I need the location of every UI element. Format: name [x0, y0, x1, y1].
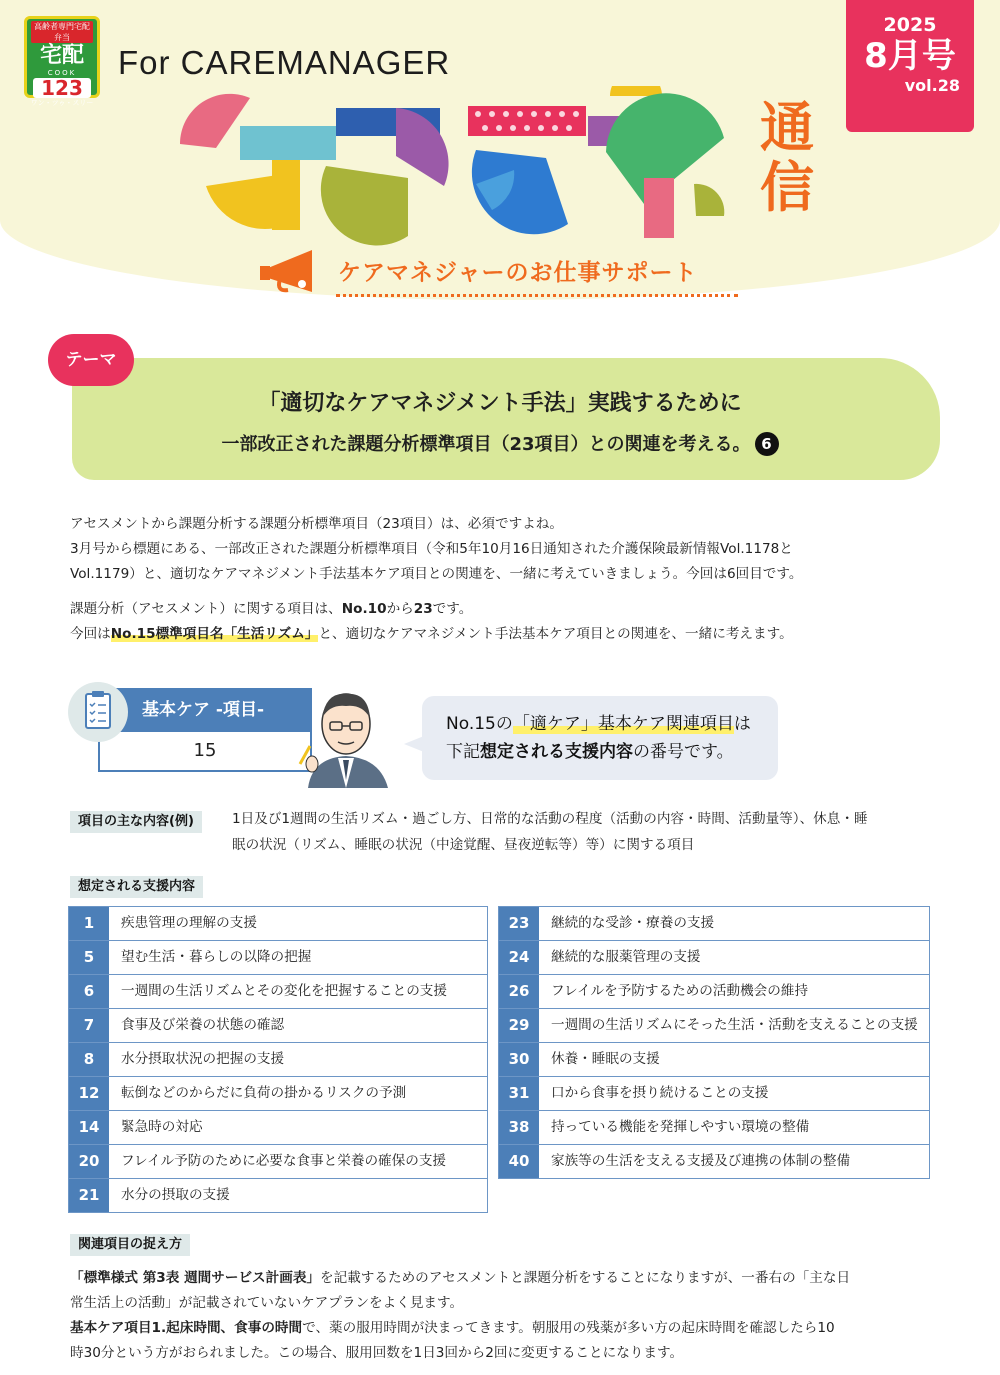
- care-manager-illustration-icon: [296, 684, 396, 788]
- main-content-label: 項目の主な内容(例): [70, 811, 202, 833]
- subtitle-underline: [336, 294, 738, 297]
- issue-month: 8月号: [864, 36, 956, 76]
- list-item: 8 水分摂取状況の把握の支援: [69, 1043, 487, 1077]
- intro-paragraph: アセスメントから課題分析する課題分析標準項目（23項目）は、必須ですよね。 3月号から標題にある、一部改正された課題分析標準項目（令和5年10月16日通知された介護保険最新情報Vol.1178と Vol.1179）と、適切なケアマネジメント手法基本ケア項目との関連を、一緒に考えていきましょう。今回は6回目です。: [70, 516, 803, 582]
- related-paragraph: 「標準様式 第3表 週間サービス計画表」を記載するためのアセスメントと課題分析をすることになりますが、一番右の「主な日 常生活上の活動」が記載されていないケアプランをよく見ます。 基本ケア項目1.起床時間、食事の時間で、薬の服用時間が決まってきます。朝服用の残薬が多い方の起床時間を確認したら10 時30分という方がおられました。この場合、服用回数を1日3回から2回に変更することになります。: [70, 1270, 851, 1361]
- checklist-icon: [68, 682, 128, 742]
- for-caremanager-label: For CAREMANAGER: [118, 44, 451, 81]
- intro-paragraph-2: 課題分析（アセスメント）に関する項目は、No.10から23です。 今回はNo.15標準項目名「生活リズム」と、適切なケアマネジメント手法基本ケア項目との関連を、一緒に考えます。: [70, 601, 793, 642]
- list-item: 38 持っている機能を発揮しやすい環境の整備: [499, 1111, 929, 1145]
- kihon-care-value: 15: [98, 732, 312, 772]
- highlighted-item: No.15標準項目名「生活リズム」: [110, 626, 319, 642]
- megaphone-icon: [258, 246, 330, 296]
- list-item: 24 継続的な服薬管理の支援: [499, 941, 929, 975]
- list-item: 5 望む生活・暮らしの以降の把握: [69, 941, 487, 975]
- related-label: 関連項目の捉え方: [70, 1234, 190, 1256]
- issue-year: 2025: [883, 14, 937, 36]
- support-list-left: [68, 906, 488, 1213]
- list-item: 21 水分の摂取の支援: [69, 1179, 487, 1213]
- speech-bubble: No.15の「適ケア」基本ケア関連項目は 下記想定される支援内容の番号です。: [422, 696, 778, 780]
- list-item: 14 緊急時の対応: [69, 1111, 487, 1145]
- list-item: 26 フレイルを予防するための活動機会の維持: [499, 975, 929, 1009]
- list-item: 30 休養・睡眠の支援: [499, 1043, 929, 1077]
- list-item: 31 口から食事を摂り続けることの支援: [499, 1077, 929, 1111]
- list-item: 12 転倒などのからだに負荷の掛かるリスクの予測: [69, 1077, 487, 1111]
- speech-bubble-tail: [404, 736, 424, 752]
- list-item: 7 食事及び栄養の状態の確認: [69, 1009, 487, 1043]
- theme-tag: テーマ: [48, 334, 134, 386]
- issue-volume: vol.28: [904, 76, 960, 95]
- list-item: 40 家族等の生活を支える支援及び連携の体制の整備: [499, 1145, 929, 1179]
- company-logo: 高齢者専門宅配弁当 宅配 COOK 123 ワン・ツゥ・スリー: [24, 16, 100, 98]
- list-item: 23 継続的な受診・療養の支援: [499, 907, 929, 941]
- theme-panel: [72, 358, 940, 480]
- issue-number-circle: 6: [755, 432, 779, 456]
- kihon-care-header: 基本ケア -項目-: [98, 688, 312, 732]
- list-item: 29 一週間の生活リズムにそった生活・活動を支えることの支援: [499, 1009, 929, 1043]
- support-label: 想定される支援内容: [70, 876, 203, 898]
- theme-subtitle: 一部改正された課題分析標準項目（23項目）との関連を考える。 6: [0, 430, 1000, 456]
- list-item: 1 疾患管理の理解の支援: [69, 907, 487, 941]
- list-item: 20 フレイル予防のために必要な食事と栄養の確保の支援: [69, 1145, 487, 1179]
- theme-title: 「適切なケアマネジメント手法」実践するために: [258, 391, 742, 416]
- issue-badge: [846, 0, 974, 132]
- tsushin-title: 通 信: [760, 96, 814, 219]
- main-content-text: 1日及び1週間の生活リズム・過ごし方、日常的な活動の程度（活動の内容・時間、活動量等）、休息・睡 眠の状況（リズム、睡眠の状況（中途覚醒、昼夜逆転等）等）に関する項目: [232, 811, 868, 853]
- list-item: 6 一週間の生活リズムとその変化を把握することの支援: [69, 975, 487, 1009]
- caremane-title-logo: [176, 86, 736, 246]
- header-subtitle: ケアマネジャーのお仕事サポート: [338, 260, 698, 286]
- support-list-right: [498, 906, 930, 1179]
